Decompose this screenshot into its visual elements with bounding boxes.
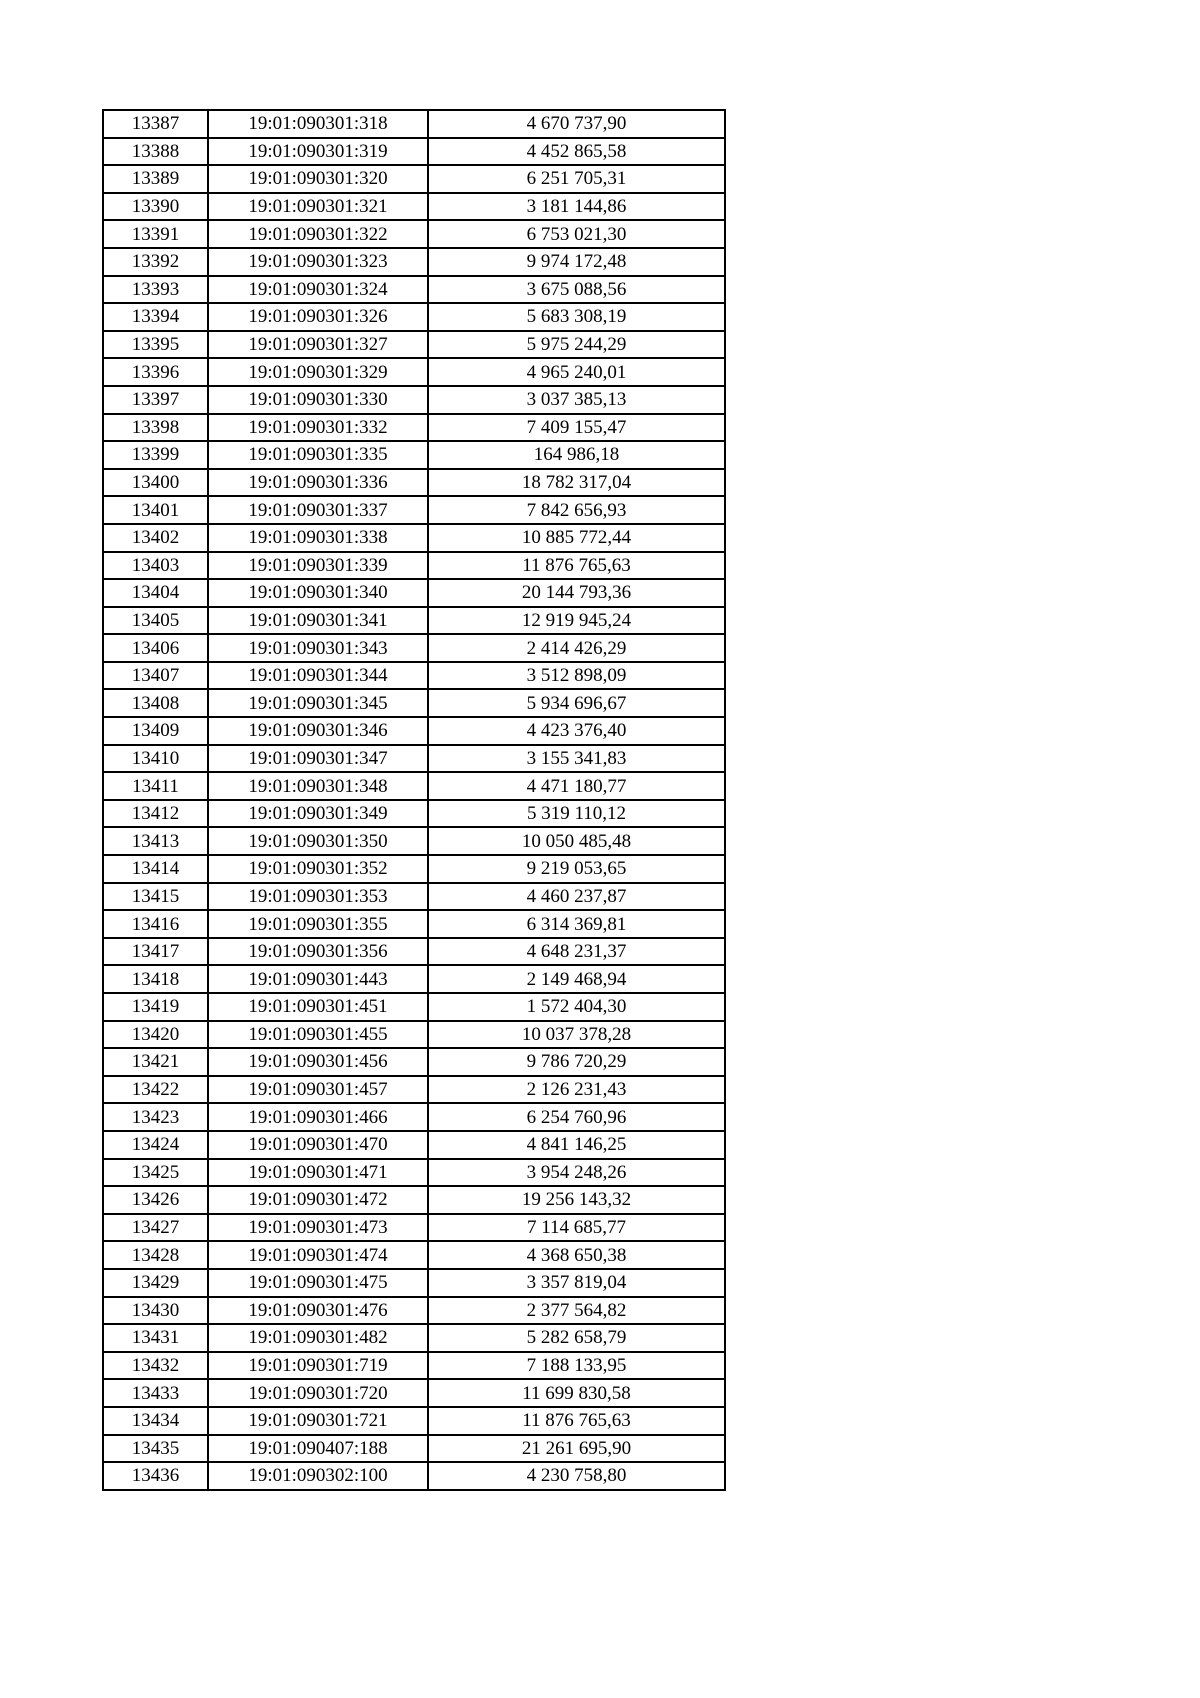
table-row [103, 276, 725, 304]
cadastral-number-cell: 19:01:090301:347 [208, 745, 428, 773]
cadastral-value-cell: 1 572 404,30 [428, 993, 725, 1021]
row-number-cell: 13434 [103, 1407, 208, 1435]
row-number-cell: 13406 [103, 634, 208, 662]
cadastral-number-cell: 19:01:090301:457 [208, 1076, 428, 1104]
row-number-cell: 13391 [103, 220, 208, 248]
row-number-cell: 13416 [103, 910, 208, 938]
cadastral-number-cell: 19:01:090301:338 [208, 524, 428, 552]
table-row [103, 883, 725, 911]
cadastral-number-cell: 19:01:090301:339 [208, 552, 428, 580]
cadastral-value-cell: 4 460 237,87 [428, 883, 725, 911]
table-row [103, 579, 725, 607]
cadastral-number-cell: 19:01:090301:355 [208, 910, 428, 938]
cadastral-value-cell: 2 414 426,29 [428, 634, 725, 662]
row-number-cell: 13414 [103, 855, 208, 883]
cadastral-value-cell: 4 452 865,58 [428, 138, 725, 166]
table-row [103, 1241, 725, 1269]
row-number-cell: 13412 [103, 800, 208, 828]
cadastral-number-cell: 19:01:090301:343 [208, 634, 428, 662]
cadastral-number-cell: 19:01:090301:332 [208, 414, 428, 442]
cadastral-value-cell: 9 786 720,29 [428, 1048, 725, 1076]
cadastral-number-cell: 19:01:090301:341 [208, 607, 428, 635]
cadastral-value-cell: 5 934 696,67 [428, 689, 725, 717]
row-number-cell: 13425 [103, 1159, 208, 1187]
cadastral-value-cell: 3 675 088,56 [428, 276, 725, 304]
cadastral-number-cell: 19:01:090301:721 [208, 1407, 428, 1435]
cadastral-value-cell: 2 149 468,94 [428, 965, 725, 993]
cadastral-value-cell: 11 699 830,58 [428, 1379, 725, 1407]
row-number-cell: 13407 [103, 662, 208, 690]
row-number-cell: 13422 [103, 1076, 208, 1104]
table-row [103, 965, 725, 993]
cadastral-value-cell: 9 219 053,65 [428, 855, 725, 883]
cadastral-value-cell: 3 512 898,09 [428, 662, 725, 690]
cadastral-number-cell: 19:01:090301:472 [208, 1186, 428, 1214]
table-row [103, 1269, 725, 1297]
cadastral-number-cell: 19:01:090301:720 [208, 1379, 428, 1407]
cadastral-number-cell: 19:01:090301:322 [208, 220, 428, 248]
row-number-cell: 13420 [103, 1021, 208, 1049]
row-number-cell: 13393 [103, 276, 208, 304]
row-number-cell: 13396 [103, 358, 208, 386]
table-row [103, 800, 725, 828]
cadastral-number-cell: 19:01:090301:330 [208, 386, 428, 414]
table-row [103, 1379, 725, 1407]
row-number-cell: 13418 [103, 965, 208, 993]
cadastral-number-cell: 19:01:090301:352 [208, 855, 428, 883]
row-number-cell: 13429 [103, 1269, 208, 1297]
table-row [103, 1462, 725, 1490]
cadastral-number-cell: 19:01:090301:455 [208, 1021, 428, 1049]
cadastral-value-table [102, 109, 726, 1491]
table-row [103, 1103, 725, 1131]
cadastral-value-cell: 2 377 564,82 [428, 1297, 725, 1325]
cadastral-number-cell: 19:01:090301:475 [208, 1269, 428, 1297]
cadastral-number-cell: 19:01:090301:482 [208, 1324, 428, 1352]
cadastral-number-cell: 19:01:090301:344 [208, 662, 428, 690]
row-number-cell: 13411 [103, 772, 208, 800]
row-number-cell: 13435 [103, 1435, 208, 1463]
cadastral-value-cell: 10 037 378,28 [428, 1021, 725, 1049]
cadastral-value-cell: 4 368 650,38 [428, 1241, 725, 1269]
row-number-cell: 13428 [103, 1241, 208, 1269]
cadastral-number-cell: 19:01:090301:340 [208, 579, 428, 607]
row-number-cell: 13433 [103, 1379, 208, 1407]
cadastral-value-cell: 11 876 765,63 [428, 552, 725, 580]
cadastral-number-cell: 19:01:090301:323 [208, 248, 428, 276]
cadastral-number-cell: 19:01:090301:471 [208, 1159, 428, 1187]
table-row [103, 855, 725, 883]
row-number-cell: 13388 [103, 138, 208, 166]
table-body [103, 110, 725, 1490]
table-row [103, 938, 725, 966]
row-number-cell: 13430 [103, 1297, 208, 1325]
table-row [103, 910, 725, 938]
table-row [103, 689, 725, 717]
row-number-cell: 13419 [103, 993, 208, 1021]
table-row [103, 138, 725, 166]
cadastral-number-cell: 19:01:090301:329 [208, 358, 428, 386]
cadastral-value-cell: 10 885 772,44 [428, 524, 725, 552]
row-number-cell: 13415 [103, 883, 208, 911]
cadastral-value-cell: 12 919 945,24 [428, 607, 725, 635]
table-row [103, 1048, 725, 1076]
row-number-cell: 13402 [103, 524, 208, 552]
table-row [103, 827, 725, 855]
table-row [103, 441, 725, 469]
row-number-cell: 13409 [103, 717, 208, 745]
cadastral-value-cell: 19 256 143,32 [428, 1186, 725, 1214]
table-row [103, 358, 725, 386]
row-number-cell: 13417 [103, 938, 208, 966]
cadastral-value-cell: 7 842 656,93 [428, 496, 725, 524]
cadastral-value-cell: 7 409 155,47 [428, 414, 725, 442]
table-row [103, 1407, 725, 1435]
table-row [103, 524, 725, 552]
cadastral-number-cell: 19:01:090301:443 [208, 965, 428, 993]
row-number-cell: 13423 [103, 1103, 208, 1131]
row-number-cell: 13421 [103, 1048, 208, 1076]
cadastral-value-cell: 4 648 231,37 [428, 938, 725, 966]
cadastral-value-cell: 3 954 248,26 [428, 1159, 725, 1187]
row-number-cell: 13387 [103, 110, 208, 138]
cadastral-number-cell: 19:01:090301:324 [208, 276, 428, 304]
row-number-cell: 13405 [103, 607, 208, 635]
cadastral-value-cell: 164 986,18 [428, 441, 725, 469]
cadastral-number-cell: 19:01:090301:336 [208, 469, 428, 497]
table-row [103, 110, 725, 138]
cadastral-number-cell: 19:01:090301:346 [208, 717, 428, 745]
row-number-cell: 13400 [103, 469, 208, 497]
cadastral-number-cell: 19:01:090301:348 [208, 772, 428, 800]
row-number-cell: 13398 [103, 414, 208, 442]
row-number-cell: 13436 [103, 1462, 208, 1490]
table-row [103, 331, 725, 359]
cadastral-number-cell: 19:01:090301:335 [208, 441, 428, 469]
row-number-cell: 13390 [103, 193, 208, 221]
table-row [103, 1324, 725, 1352]
table-row [103, 193, 725, 221]
cadastral-value-cell: 2 126 231,43 [428, 1076, 725, 1104]
table-row [103, 772, 725, 800]
cadastral-number-cell: 19:01:090301:456 [208, 1048, 428, 1076]
table-row [103, 165, 725, 193]
row-number-cell: 13392 [103, 248, 208, 276]
table-row [103, 1021, 725, 1049]
table-row [103, 634, 725, 662]
row-number-cell: 13401 [103, 496, 208, 524]
cadastral-number-cell: 19:01:090302:100 [208, 1462, 428, 1490]
row-number-cell: 13424 [103, 1131, 208, 1159]
cadastral-value-cell: 4 965 240,01 [428, 358, 725, 386]
cadastral-number-cell: 19:01:090301:319 [208, 138, 428, 166]
cadastral-value-cell: 9 974 172,48 [428, 248, 725, 276]
cadastral-value-cell: 6 254 760,96 [428, 1103, 725, 1131]
table-row [103, 469, 725, 497]
row-number-cell: 13426 [103, 1186, 208, 1214]
cadastral-value-cell: 10 050 485,48 [428, 827, 725, 855]
cadastral-value-cell: 3 155 341,83 [428, 745, 725, 773]
cadastral-value-cell: 5 282 658,79 [428, 1324, 725, 1352]
row-number-cell: 13389 [103, 165, 208, 193]
row-number-cell: 13395 [103, 331, 208, 359]
cadastral-value-cell: 4 841 146,25 [428, 1131, 725, 1159]
table-row [103, 607, 725, 635]
table-row [103, 1159, 725, 1187]
table-row [103, 1131, 725, 1159]
table-row [103, 1352, 725, 1380]
cadastral-value-cell: 3 037 385,13 [428, 386, 725, 414]
cadastral-value-cell: 6 314 369,81 [428, 910, 725, 938]
row-number-cell: 13394 [103, 303, 208, 331]
cadastral-number-cell: 19:01:090301:349 [208, 800, 428, 828]
table-row [103, 745, 725, 773]
table-row [103, 220, 725, 248]
cadastral-value-cell: 11 876 765,63 [428, 1407, 725, 1435]
row-number-cell: 13431 [103, 1324, 208, 1352]
cadastral-value-cell: 6 753 021,30 [428, 220, 725, 248]
table-row [103, 1214, 725, 1242]
cadastral-value-cell: 4 670 737,90 [428, 110, 725, 138]
cadastral-number-cell: 19:01:090301:345 [208, 689, 428, 717]
cadastral-number-cell: 19:01:090301:337 [208, 496, 428, 524]
cadastral-value-cell: 4 230 758,80 [428, 1462, 725, 1490]
table-row [103, 386, 725, 414]
cadastral-value-cell: 4 471 180,77 [428, 772, 725, 800]
cadastral-number-cell: 19:01:090301:719 [208, 1352, 428, 1380]
cadastral-value-cell: 5 975 244,29 [428, 331, 725, 359]
row-number-cell: 13432 [103, 1352, 208, 1380]
cadastral-value-cell: 4 423 376,40 [428, 717, 725, 745]
row-number-cell: 13427 [103, 1214, 208, 1242]
table-row [103, 414, 725, 442]
table-row [103, 1297, 725, 1325]
row-number-cell: 13408 [103, 689, 208, 717]
cadastral-value-cell: 5 319 110,12 [428, 800, 725, 828]
cadastral-number-cell: 19:01:090301:353 [208, 883, 428, 911]
cadastral-number-cell: 19:01:090301:321 [208, 193, 428, 221]
cadastral-value-cell: 7 114 685,77 [428, 1214, 725, 1242]
row-number-cell: 13404 [103, 579, 208, 607]
table-row [103, 662, 725, 690]
table-row [103, 303, 725, 331]
table-row [103, 717, 725, 745]
cadastral-number-cell: 19:01:090301:474 [208, 1241, 428, 1269]
row-number-cell: 13399 [103, 441, 208, 469]
cadastral-value-cell: 6 251 705,31 [428, 165, 725, 193]
cadastral-number-cell: 19:01:090301:350 [208, 827, 428, 855]
table-row [103, 1076, 725, 1104]
cadastral-number-cell: 19:01:090301:470 [208, 1131, 428, 1159]
cadastral-number-cell: 19:01:090407:188 [208, 1435, 428, 1463]
cadastral-value-cell: 21 261 695,90 [428, 1435, 725, 1463]
table-row [103, 496, 725, 524]
table-row [103, 1435, 725, 1463]
cadastral-value-cell: 18 782 317,04 [428, 469, 725, 497]
cadastral-value-cell: 3 181 144,86 [428, 193, 725, 221]
row-number-cell: 13403 [103, 552, 208, 580]
table-row [103, 552, 725, 580]
cadastral-number-cell: 19:01:090301:327 [208, 331, 428, 359]
cadastral-value-cell: 7 188 133,95 [428, 1352, 725, 1380]
cadastral-value-cell: 5 683 308,19 [428, 303, 725, 331]
row-number-cell: 13410 [103, 745, 208, 773]
cadastral-value-cell: 20 144 793,36 [428, 579, 725, 607]
table-row [103, 1186, 725, 1214]
row-number-cell: 13397 [103, 386, 208, 414]
cadastral-number-cell: 19:01:090301:320 [208, 165, 428, 193]
cadastral-value-cell: 3 357 819,04 [428, 1269, 725, 1297]
cadastral-number-cell: 19:01:090301:356 [208, 938, 428, 966]
cadastral-number-cell: 19:01:090301:451 [208, 993, 428, 1021]
cadastral-number-cell: 19:01:090301:466 [208, 1103, 428, 1131]
table-row [103, 248, 725, 276]
cadastral-number-cell: 19:01:090301:326 [208, 303, 428, 331]
cadastral-number-cell: 19:01:090301:318 [208, 110, 428, 138]
cadastral-number-cell: 19:01:090301:473 [208, 1214, 428, 1242]
table-row [103, 993, 725, 1021]
cadastral-number-cell: 19:01:090301:476 [208, 1297, 428, 1325]
row-number-cell: 13413 [103, 827, 208, 855]
